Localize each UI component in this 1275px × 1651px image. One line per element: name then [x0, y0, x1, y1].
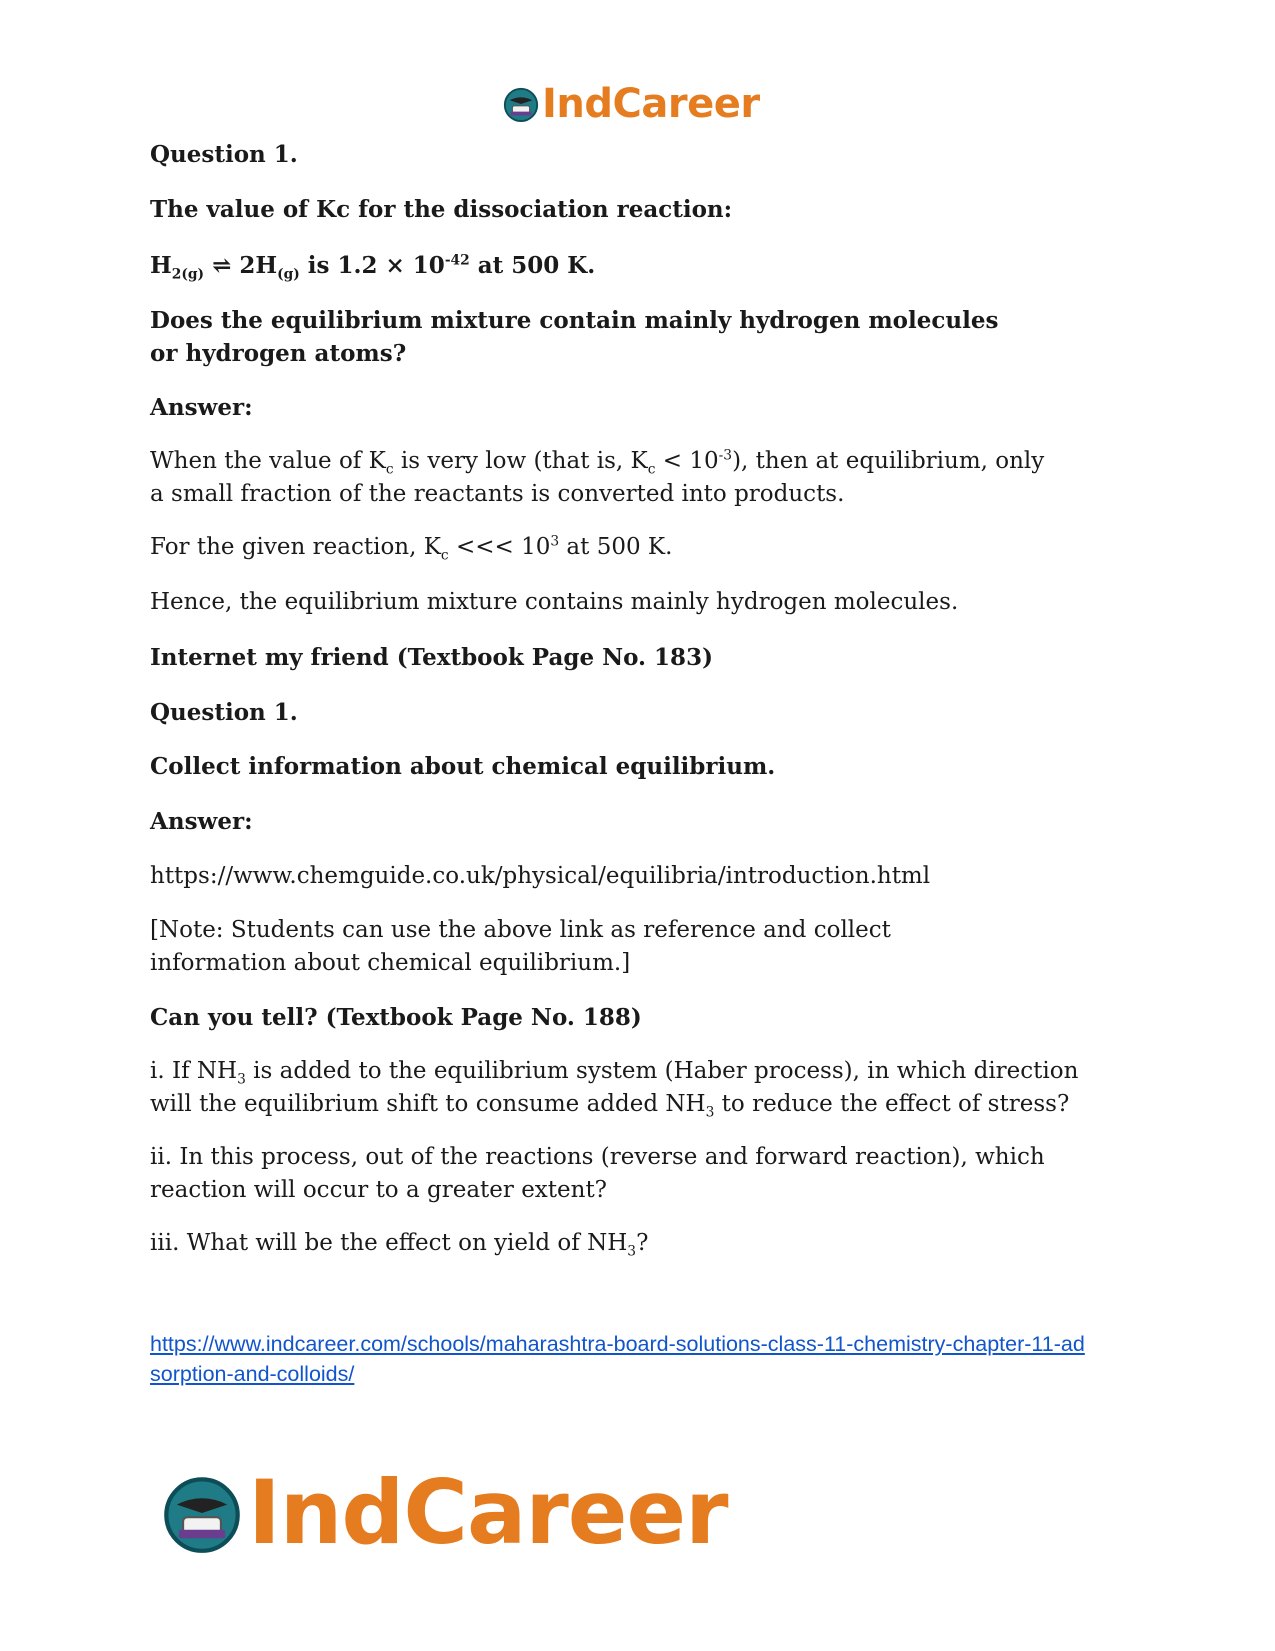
answer-label: Answer: — [150, 394, 253, 421]
question-text: The value of Kc for the dissociation reaction: — [150, 196, 733, 223]
answer-paragraph: When the value of $K_c$ is very low (that is, $K_c < 10^{-3}$), then at equilibrium, only a small fraction of the reactants is converted into products. — [150, 447, 1045, 507]
list-item: i. If $NH_3$ is added to the equilibrium system (Haber process), in which direction will the equilibrium shift to consume added $NH_3$ to reduce the effect of stress? — [150, 1058, 1079, 1121]
answer-url-text: https://www.chemguide.co.uk/physical/equilibria/introduction.html — [150, 863, 931, 889]
section-heading: Can you tell? (Textbook Page No. 188) — [150, 1004, 642, 1031]
footer-logo — [160, 1461, 728, 1564]
footer-source-link[interactable]: https://www.indcareer.com/schools/maharashtra-board-solutions-class-11-chemistry-chapter-11-adsorption-and-colloids/ — [150, 1332, 1085, 1386]
header-logo — [0, 80, 1275, 128]
answer-paragraph: For the given reaction, $K_c$ <<< $10^3$ at 500 K. — [150, 533, 673, 564]
brand-wordmark: IndCareer — [542, 81, 760, 127]
question-text: Does the equilibrium mixture contain mainly hydrogen molecules or hydrogen atoms? — [150, 307, 999, 367]
answer-note: [Note: Students can use the above link as reference and collect information about chemical equilibrium.] — [150, 917, 891, 976]
answer-paragraph: Hence, the equilibrium mixture contains mainly hydrogen molecules. — [150, 589, 959, 615]
question-heading: Question 1. — [150, 141, 298, 168]
indcareer-globe-icon — [160, 1471, 244, 1555]
answer-label: Answer: — [150, 808, 253, 835]
list-item: iii. What will be the effect on yield of $NH_3$? — [150, 1230, 649, 1260]
question-text: Collect information about chemical equilibrium. — [150, 753, 776, 780]
section-heading: Internet my friend (Textbook Page No. 183) — [150, 644, 713, 671]
question-heading: Question 1. — [150, 699, 298, 726]
brand-wordmark: IndCareer — [248, 1461, 728, 1564]
indcareer-globe-icon — [502, 85, 540, 123]
reaction-equation: $H_{2(g)}$ ⇌ $2H_{(g)}$ is $1.2 \times 10^{-42}$ at 500 K. — [150, 252, 596, 283]
list-item: ii. In this process, out of the reactions (reverse and forward reaction), which reaction will occur to a greater extent? — [150, 1144, 1045, 1203]
